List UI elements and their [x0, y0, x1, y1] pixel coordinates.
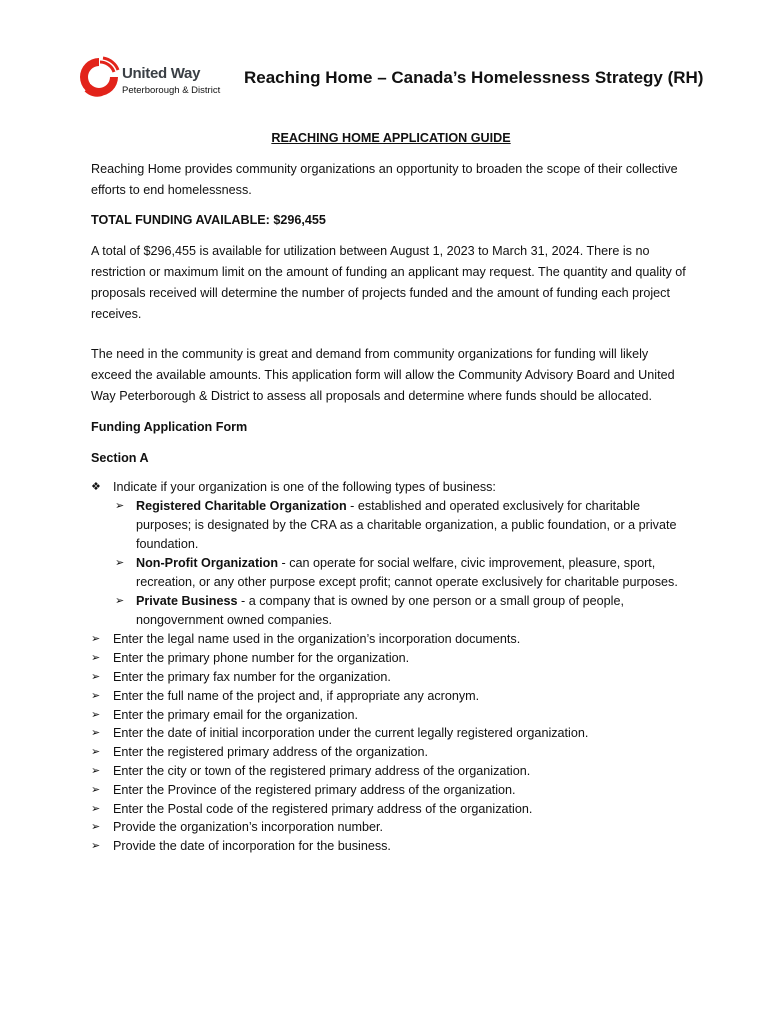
list-item	[91, 818, 691, 837]
instruction-list	[91, 630, 691, 856]
list-item	[91, 706, 691, 725]
instruction-text: Provide the organization’s incorporation number.	[113, 820, 383, 835]
guide-title: REACHING HOME APPLICATION GUIDE	[271, 131, 511, 145]
arrow-bullet-icon: ➢	[91, 633, 101, 646]
united-way-logo	[76, 54, 236, 102]
arrow-bullet-icon: ➢	[115, 595, 125, 608]
business-type-name: Non-Profit Organization	[136, 556, 279, 571]
business-intro: Indicate if your organization is one of the following types of business:	[113, 480, 496, 495]
diamond-bullet-icon: ❖	[91, 481, 101, 494]
list-item	[91, 781, 691, 800]
arrow-bullet-icon: ➢	[91, 802, 101, 815]
arrow-bullet-icon: ➢	[91, 689, 101, 702]
list-item	[91, 668, 691, 687]
instruction-text: Enter the registered primary address of the organization.	[113, 745, 429, 760]
section-heading: Section A	[91, 450, 149, 465]
instruction-text: Enter the full name of the project and, if appropriate any acronym.	[113, 688, 480, 703]
list-item	[91, 687, 691, 706]
funding-paragraph: A total of $296,455 is available for utilization between August 1, 2023 to March 31, 2024. There is no restriction or maximum limit on the amount of funding an applicant may request. The quantity and quality of proposals received will determine the number of projects funded and the amount of funding each project receives.	[91, 244, 686, 321]
business-type-list	[91, 497, 691, 630]
instruction-text: Enter the primary fax number for the organization.	[113, 669, 391, 684]
arrow-bullet-icon: ➢	[91, 652, 101, 665]
instruction-text: Provide the date of incorporation for the business.	[113, 839, 391, 854]
list-item	[91, 630, 691, 649]
business-type-desc: - established and operated exclusively for charitable purposes; is designated by the CRA as a charitable organization, a public foundation, or a private foundation.	[136, 499, 677, 552]
arrow-bullet-icon: ➢	[91, 840, 101, 853]
logo-org-name: United Way	[122, 65, 201, 82]
arrow-bullet-icon: ➢	[91, 764, 101, 777]
arrow-bullet-icon: ➢	[91, 708, 101, 721]
total-funding-heading: TOTAL FUNDING AVAILABLE: $296,455	[91, 213, 326, 228]
instruction-text: Enter the Province of the registered primary address of the organization.	[113, 782, 516, 797]
business-type-item	[91, 592, 691, 630]
document-title: Reaching Home – Canada’s Homelessness Strategy (RH)	[244, 68, 704, 87]
united-way-hand-icon	[76, 54, 122, 100]
form-heading: Funding Application Form	[91, 419, 248, 434]
instruction-text: Enter the date of initial incorporation under the current legally registered organization.	[113, 726, 589, 741]
business-type-desc: - can operate for social welfare, civic improvement, pleasure, sport, recreation, or any other purpose except profit; cannot operate exclusively for charitable purposes.	[136, 556, 678, 590]
list-item	[91, 837, 691, 856]
business-type-item	[91, 497, 691, 554]
list-item	[91, 800, 691, 819]
need-paragraph: The need in the community is great and demand from community organizations for funding will likely exceed the available amounts. This application form will allow the Community Advisory Board and United Way Peterborough & District to assess all proposals and determine where funds should be allocated.	[91, 347, 675, 403]
intro-paragraph: Reaching Home provides community organizations an opportunity to broaden the scope of their collective efforts to end homelessness.	[91, 161, 678, 197]
logo-org-sub: Peterborough & District	[122, 85, 221, 96]
arrow-bullet-icon: ➢	[91, 783, 101, 796]
arrow-bullet-icon: ➢	[91, 727, 101, 740]
list-item	[91, 743, 691, 762]
arrow-bullet-icon: ➢	[91, 670, 101, 683]
instruction-text: Enter the primary phone number for the organization.	[113, 651, 410, 666]
instruction-text: Enter the legal name used in the organization’s incorporation documents.	[113, 632, 521, 647]
list-item	[91, 649, 691, 668]
business-type-question	[91, 478, 691, 497]
business-type-item	[91, 554, 691, 592]
instruction-text: Enter the city or town of the registered primary address of the organization.	[113, 763, 531, 778]
business-type-name: Private Business	[136, 594, 238, 609]
document-body	[91, 128, 691, 856]
instruction-text: Enter the Postal code of the registered primary address of the organization.	[113, 801, 533, 816]
list-item	[91, 762, 691, 781]
arrow-bullet-icon: ➢	[91, 746, 101, 759]
arrow-bullet-icon: ➢	[115, 500, 125, 513]
arrow-bullet-icon: ➢	[91, 821, 101, 834]
business-type-desc: - a company that is owned by one person or a small group of people, nongovernment owned companies.	[136, 594, 624, 628]
page-header	[76, 54, 736, 102]
business-type-name: Registered Charitable Organization	[136, 499, 347, 514]
arrow-bullet-icon: ➢	[115, 557, 125, 570]
instruction-text: Enter the primary email for the organization.	[113, 707, 358, 722]
list-item	[91, 724, 691, 743]
